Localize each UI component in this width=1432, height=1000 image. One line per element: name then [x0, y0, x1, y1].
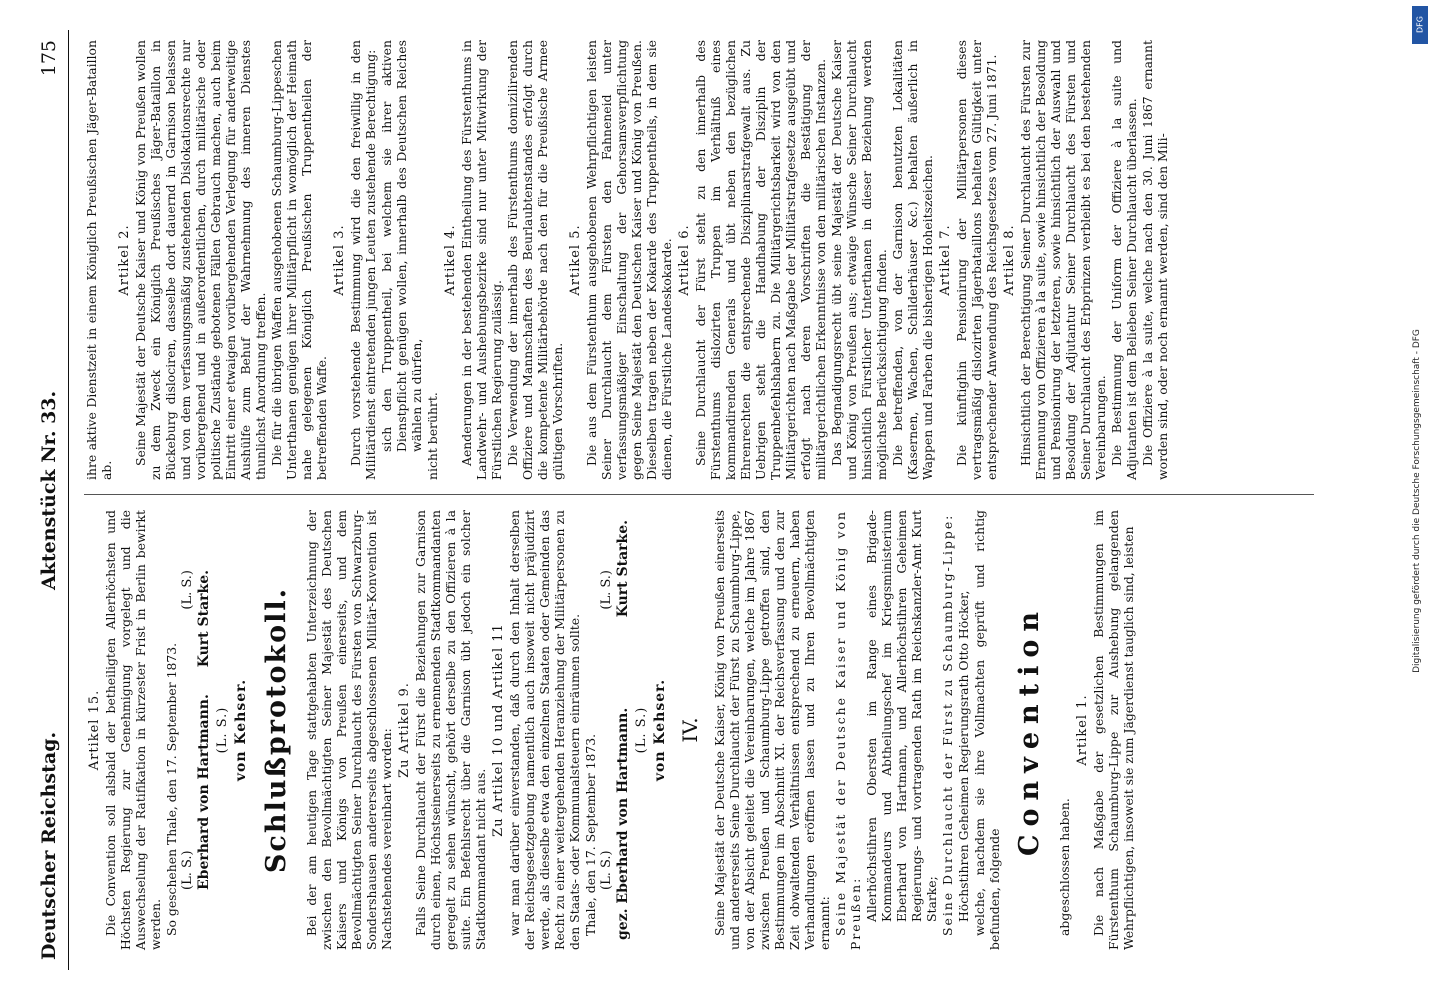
- seal-mark: (L. S.): [599, 570, 614, 610]
- signature-name: Kurt Starke.: [615, 520, 631, 618]
- paragraph: Die Bestimmung der Uniform der Offiziere à la suite und Adjutanten ist dem Belieben Seiner Durchlaucht überlassen.: [1109, 40, 1139, 480]
- seal-mark: (L. S.): [180, 850, 195, 890]
- seal-mark: (L. S.): [215, 706, 230, 754]
- digitization-margin: [1406, 10, 1424, 1000]
- signature-row: [196, 510, 212, 950]
- section-number: IV.: [678, 717, 702, 743]
- paragraph: Die Offiziere à la suite, welche nach den 30. Juni 1867 ernannt worden sind, oder noch ernannt werden, sind den Mili-: [1140, 40, 1170, 480]
- article-heading: Artikel 3.: [332, 224, 347, 296]
- seal-mark: (L. S.): [634, 706, 649, 754]
- paragraph: Die Convention soll alsbald der betheiligten Allerhöchsten und Höchsten Regierung zur Genehmigung vorgelegt und die Auswechselung der Ratifikation in kürzester Frist in Berlin bewirkt werden.: [103, 510, 163, 950]
- quoted-clause: sich den Truppentheil, bei welchem sie ihrer aktiven Dienstpflicht genügen wollen, innerhalb des Deutschen Reiches wählen zu dürfen,: [379, 40, 424, 452]
- signature-name: Kurt Starke.: [196, 570, 212, 668]
- place-date: So geschehen Thale, den 17. September 1873.: [164, 642, 179, 936]
- paragraph: Hinsichtlich der Berechtigung Seiner Durchlaucht des Fürsten zur Ernennung von Offizieren à la suite, sowie hinsichtlich der Besoldung und Pensionirung der letzteren, sowie hinsichtlich der Auswahl und Besoldung der Adjutantur Seiner Durchlaucht des Fürsten und Seiner Durchlaucht des Erbprinzen verbleibt es bei den bestehenden Vereinbarungen.: [1018, 40, 1108, 480]
- place-date: Thale, den 17. September 1873.: [583, 733, 598, 936]
- paragraph: Bei der am heutigen Tage stattgehabten Unterzeichnung der zwischen den Bevollmächtigten Seiner Majestät des Deutschen Kaisers und Königs von Preußen einerseits, und dem Bevollmächtigten Seiner Durchlaucht des Fürsten von Schwarzburg-Sondershausen andererseits abgeschlossenen Militär-Konvention ist Nachstehendes vereinbart worden:: [304, 510, 394, 950]
- paragraph: Seine Majestät der Deutsche Kaiser, König von Preußen einerseits und andererseits Seine Durchlaucht der Fürst zu Schaumburg-Lippe, von der Absicht geleitet die Vereinbarungen, welche im Jahre 1867 zwischen Preußen und Schaumburg-Lippe getroffen sind, den Bestimmungen im Abschnitt XI. der Reichsverfassung und den zur Zeit obwaltenden Verhältnissen entsprechend zu erneuern, haben Verhandlungen eröffnen lassen und zu Ihren Bevollmächtigten ernannt:: [712, 510, 832, 950]
- header-left-title: Deutscher Reichstag.: [38, 731, 60, 960]
- article-heading: Zu Artikel 10 und Artikel 11: [491, 623, 506, 837]
- paragraph: Das Begnadigungsrecht übt seine Majestät der Deutsche Kaiser und König von Preußen aus; etwaige Wünsche Seiner Durchlaucht hinsichtlich Fürstlicher Unterthanen in dieser Beziehung werden möglichste Berücksichtigung finden.: [829, 40, 889, 480]
- paragraph: Die betreffenden, von der Garnison benutzten Lokalitäten (Kasernen, Wachen, Schilderhäuser &c.) behalten äußerlich in Wappen und Farben die bisherigen Hoheitszeichen.: [890, 40, 935, 480]
- article-heading: Artikel 6.: [677, 224, 692, 296]
- signature-name: Eberhard von Hartmann.: [196, 694, 212, 890]
- delegate-list: Höchstihren Geheimen Regierungsrath Otto Höcker,: [956, 590, 971, 922]
- page-number: 175: [38, 40, 60, 77]
- column-divider: [84, 494, 1314, 495]
- paragraph: Seine Majestät der Deutsche Kaiser und König von Preußen wollen zu dem Zweck ein Königlich Preußisches Jäger-Bataillon in Bückeburg dislociren, dasselbe dort dauernd in Garnison belassen und von dem verfassungsmäßig zustehenden Dislokationsrechte nur vorübergehend und in außerordentlichen, durch militärische oder politische Zustände gebotenen Fällen Gebrauch machen, auch beim Eintritt einer etwaigen vorübergehenden Verlegung für anderweitige Aushülfe zum Behuf der Wahrnehmung des inneren Dienstes thunlichst Anordnung treffen.: [133, 40, 268, 480]
- paragraph: Aenderungen in der bestehenden Eintheilung des Fürstenthums in Landwehr- und Aushebungsbezirke sind nur unter Mitwirkung der Fürstlichen Regierung zulässig.: [459, 40, 504, 480]
- paragraph: war man darüber einverstanden, daß durch den Inhalt derselben der Reichsgesetzgebung namentlich auch insoweit nicht präjudizirt werde, als dieselbe etwa den einzelnen Staaten oder Gemeinden das Recht zu einer weitergehenden Heranziehung der Militärpersonen zu den Staats- oder Kommunalsteuern einräumen sollte.: [507, 510, 582, 950]
- seal-mark: (L. S.): [180, 570, 195, 610]
- article-heading: Artikel 1.: [1075, 694, 1090, 766]
- seal-row: [599, 510, 614, 950]
- article-heading: Artikel 7.: [938, 224, 953, 296]
- signature-name: gez. Eberhard von Hartmann.: [615, 707, 631, 940]
- article-heading: Artikel 4.: [443, 224, 458, 296]
- paragraph: Falls Seine Durchlaucht der Fürst die Beziehungen zur Garnison durch einen, Höchstseinerseits zu ernennenden Stadtkommandanten geregelt zu sehen wünscht, gehört derselbe zu den Offizieren à la suite. Ein Befehlsrecht über die Garnison übt jedoch ein solcher Stadtkommandant nicht aus.: [413, 510, 488, 950]
- paragraph: nicht berührt.: [425, 392, 440, 480]
- article-heading: Artikel 8.: [1002, 224, 1017, 296]
- article-heading: Zu Artikel 9.: [397, 682, 412, 778]
- digitization-note: Digitalisierung gefördert durch die Deutsche Forschungsgemeinschaft - DFG: [1412, 329, 1422, 673]
- left-column: [84, 510, 1137, 950]
- paragraph: ihre aktive Dienstzeit in einem Königlich Preußischen Jäger-Bataillon ab.: [84, 40, 114, 480]
- party-line: Seine Durchlaucht der Fürst zu Schaumburg-Lippe:: [940, 513, 955, 936]
- signature-name: von Kehser.: [652, 678, 668, 782]
- paragraph: Die künftighin Pensionirung der Militärpersonen dieses vertragsmäßig dislozirten Jägerbataillons behalten Gültigkeit unter entsprechender Anwendung des Reichsgesetzes vom 27. Juni 1871.: [954, 40, 999, 480]
- paragraph: Die Verwendung der innerhalb des Fürstenthums domizilirenden Offiziere und Mannschaften des Beurlaubtenstandes erfolgt durch die kompetente Militärbehörde nach den für die Preußische Armee gültigen Vorschriften.: [505, 40, 565, 480]
- paragraph: Seine Durchlaucht der Fürst steht zu den innerhalb des Fürstenthums dislozirten Truppen im Verhältniß eines kommandirenden Generals und übt neben den bezüglichen Ehrenrechten die entsprechende Disziplinarstrafgewalt aus. Zu Uebrigen steht die Handhabung der Disziplin der Truppenbefehlshabern zu. Die Militärgerichtsbarkeit wird von den Militärgerichten nach Maßgabe der Militärstrafgesetze ausgeübt und erfolgt nach deren Vorschriften die Bestätigung der militärgerichtlichen Erkenntnisse von den militärischen Instanzen.: [693, 40, 828, 480]
- dfg-logo-badge: DFG: [1412, 6, 1428, 44]
- seal-mark: (L. S.): [599, 850, 614, 890]
- section-title: Schlußprotokoll.: [261, 586, 292, 874]
- right-column: [84, 40, 1171, 480]
- paragraph: Die aus dem Fürstenthum ausgehobenen Wehrpflichtigen leisten Seiner Durchlaucht dem Fürsten den Fahneneid unter verfassungsmäßiger Einschaltung der Gehorsamsverpflichtung gegen Seine Majestät den Deutschen Kaiser und König von Preußen. Dieselben tragen neben der Kokarde des Truppentheils, in dem sie dienen, die Fürstliche Landeskokarde.: [584, 40, 674, 480]
- delegate-list: Allerhöchstihren Obersten im Range eines Brigade-Kommandeurs und Abtheilungschef im Kriegsministerium Eberhard von Hartmann, und Allerhöchstihren Geheimen Regierungs- und vortragenden Rath im Reichskanzler-Amt Kurt Starke;: [864, 510, 939, 922]
- seal-row: [180, 510, 195, 950]
- header-document-number: Aktenstück Nr. 33.: [38, 390, 60, 590]
- paragraph: welche, nachdem sie ihre Vollmachten geprüft und richtig befunden, folgende: [972, 510, 1002, 950]
- party-line: Seine Majestät der Deutsche Kaiser und König von Preußen:: [833, 510, 863, 950]
- signature-row: [615, 510, 631, 950]
- paragraph: Durch vorstehende Bestimmung wird die den freiwillig in den Militärdienst eintretenden jungen Leuten zustehende Berechtigung:: [348, 40, 378, 480]
- article-heading: Artikel 2.: [117, 224, 132, 296]
- paragraph: Die nach Maßgabe der gesetzlichen Bestimmungen im Fürstenthum Schaumburg-Lippe zur Aushebung gelangenden Wehrpflichtigen, insoweit sie zum Jägerdienst tauglich sind, leisten: [1091, 510, 1136, 950]
- paragraph: Die für die übrigen Waffen ausgehobenen Schaumburg-Lippeschen Unterthanen genügen ihrer Militärpflicht in womöglich der Heimath nahe gelegenen Königlich Preußischen Truppentheilen der betreffenden Waffe.: [269, 40, 329, 480]
- page-header: [24, 30, 69, 970]
- paragraph: abgeschlossen haben.: [1057, 798, 1072, 936]
- article-heading: Artikel 15.: [87, 689, 102, 771]
- signature-name: von Kehser.: [233, 678, 249, 782]
- section-title: Convention: [1014, 604, 1045, 856]
- article-heading: Artikel 5.: [568, 224, 583, 296]
